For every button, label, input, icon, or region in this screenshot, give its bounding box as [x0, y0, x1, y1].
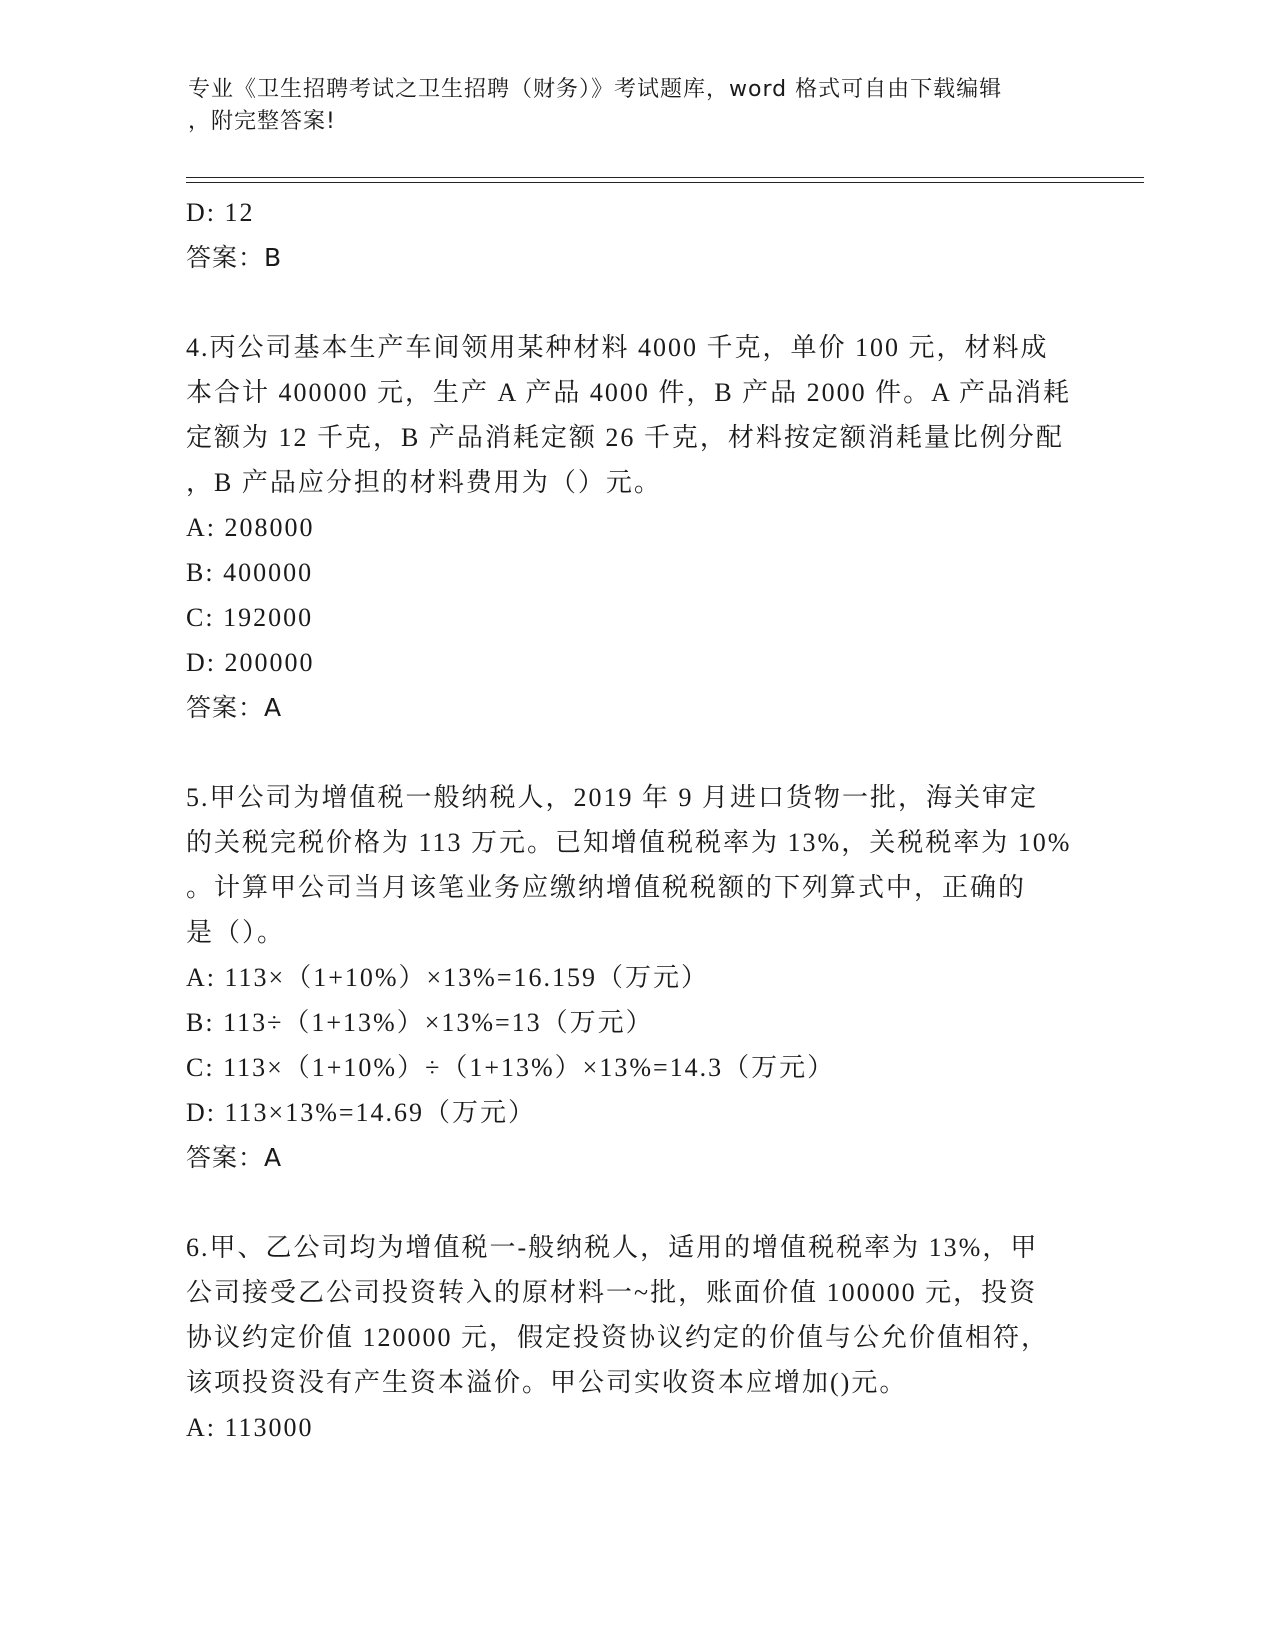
option-b: B: 400000	[186, 558, 314, 587]
answer: 答案：A	[186, 1143, 283, 1172]
question-stem-line: 5.甲公司为增值税一般纳税人，2019 年 9 月进口货物一批，海关审定	[186, 783, 1039, 812]
prev-answer: 答案：B	[186, 243, 283, 272]
question-stem-line: 公司接受乙公司投资转入的原材料一~批，账面价值 100000 元，投资	[186, 1278, 1038, 1307]
question-stem-line: 定额为 12 千克，B 产品消耗定额 26 千克，材料按定额消耗量比例分配	[186, 423, 1064, 452]
option-b: B: 113÷（1+13%）×13%=13（万元）	[186, 1008, 654, 1037]
option-a: A: 113×（1+10%）×13%=16.159（万元）	[186, 963, 710, 992]
question-5	[186, 775, 1086, 1180]
option-d: D: 113×13%=14.69（万元）	[186, 1098, 537, 1127]
spacer	[186, 280, 1086, 325]
question-stem-line: ，B 产品应分担的材料费用为（）元。	[186, 468, 662, 497]
header-divider-top	[186, 177, 1144, 178]
question-stem-line: 该项投资没有产生资本溢价。甲公司实收资本应增加()元。	[186, 1368, 908, 1397]
header-divider-bottom	[186, 182, 1144, 183]
question-stem-line: 6.甲、乙公司均为增值税一-般纳税人，适用的增值税税率为 13%，甲	[186, 1233, 1039, 1262]
question-4	[186, 325, 1086, 730]
question-stem-line: 的关税完税价格为 113 万元。已知增值税税率为 13%，关税税率为 10%	[186, 828, 1072, 857]
answer: 答案：A	[186, 693, 283, 722]
prev-option-d: D: 12	[186, 198, 255, 227]
question-6	[186, 1225, 1086, 1450]
question-stem-line: 。计算甲公司当月该笔业务应缴纳增值税税额的下列算式中，正确的	[186, 873, 1027, 902]
spacer	[186, 1180, 1086, 1225]
question-stem-line: 本合计 400000 元，生产 A 产品 4000 件，B 产品 2000 件。A 产品消耗	[186, 378, 1072, 407]
document-body	[186, 190, 1086, 1450]
question-stem-line: 4.丙公司基本生产车间领用某种材料 4000 千克，单价 100 元，材料成	[186, 333, 1049, 362]
option-a: A: 113000	[186, 1413, 314, 1442]
header-line-1: 专业《卫生招聘考试之卫生招聘（财务）》考试题库，word 格式可自由下载编辑	[188, 77, 1003, 102]
option-a: A: 208000	[186, 513, 315, 542]
option-c: C: 113×（1+10%）÷（1+13%）×13%=14.3（万元）	[186, 1053, 836, 1082]
question-stem-line: 协议约定价值 120000 元，假定投资协议约定的价值与公允价值相符，	[186, 1323, 1050, 1352]
option-d: D: 200000	[186, 648, 315, 677]
spacer	[186, 730, 1086, 775]
page-header	[188, 74, 1088, 138]
header-line-2: ，附完整答案!	[188, 109, 336, 134]
question-stem-line: 是（）。	[186, 918, 286, 947]
option-c: C: 192000	[186, 603, 314, 632]
